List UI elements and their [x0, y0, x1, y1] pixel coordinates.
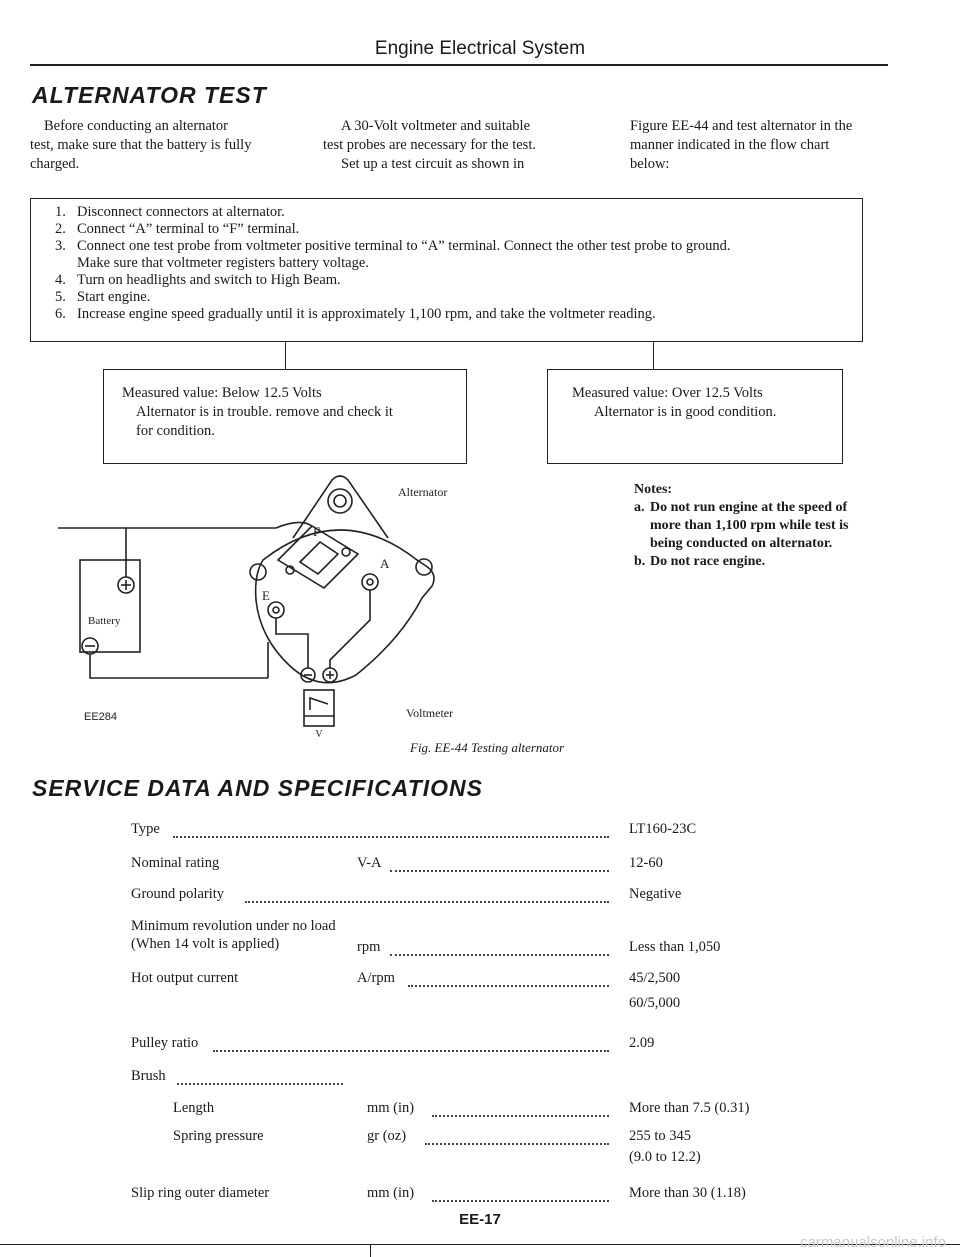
- spec-hot-label: Hot output current: [131, 970, 239, 986]
- step-item: [55, 272, 852, 289]
- step-item: [55, 238, 852, 272]
- flow-connector-right: [653, 342, 654, 369]
- service-data-title: SERVICE DATA AND SPECIFICATIONS: [32, 775, 483, 801]
- intro-col2-line: A 30-Volt voltmeter and suitable: [341, 118, 531, 134]
- spec-pulley-value: 2.09: [629, 1035, 655, 1051]
- header-rule: [30, 64, 888, 66]
- intro-col3-line: below:: [630, 156, 670, 172]
- spec-length-unit: mm (in): [367, 1100, 415, 1116]
- spec-ground-label: Ground polarity: [131, 886, 225, 902]
- step-text: Connect “A” terminal to “F” terminal.: [77, 221, 300, 237]
- spec-slip-unit: mm (in): [367, 1185, 415, 1201]
- a-terminal-center: [367, 579, 373, 585]
- step-number: 5.: [55, 289, 66, 305]
- note-a-label: a.: [634, 500, 645, 515]
- result-below-line: Measured value: Below 12.5 Volts: [122, 385, 322, 401]
- step-text: Increase engine speed gradually until it is approximately 1,100 rpm, and take the voltmeter reading.: [77, 306, 656, 322]
- spec-length-value: More than 7.5 (0.31): [629, 1100, 750, 1116]
- intro-column-3: [630, 117, 910, 174]
- alternator-label: Alternator: [398, 485, 448, 499]
- terminal-f-label: F: [313, 524, 321, 539]
- footer-tick: [370, 1244, 371, 1257]
- intro-col1-line: test, make sure that the battery is fully: [30, 137, 252, 153]
- step-number: 2.: [55, 221, 66, 237]
- flowchart-steps-box: [30, 198, 863, 342]
- e-terminal-center: [273, 607, 279, 613]
- watermark: carmanualsonline.info: [800, 1234, 946, 1251]
- spec-spring-unit: gr (oz): [367, 1128, 407, 1144]
- spec-minrev-label-2: (When 14 volt is applied): [131, 936, 280, 952]
- step-number: 3.: [55, 238, 66, 254]
- spec-minrev-value: Less than 1,050: [629, 939, 721, 955]
- result-box-over: [547, 369, 843, 464]
- note-b-label: b.: [634, 554, 646, 569]
- note-a-line: Do not run engine at the speed of: [650, 500, 848, 515]
- step-text: Connect one test probe from voltmeter positive terminal to “A” terminal. Connect the other test probe to ground.: [77, 238, 731, 254]
- spec-nominal-label: Nominal rating: [131, 855, 220, 871]
- wiring-diagram: [40, 470, 620, 745]
- step-item: [55, 221, 852, 238]
- step-number: 4.: [55, 272, 66, 288]
- alternator-mount-bolt: [334, 495, 346, 507]
- notes-title: Notes:: [634, 482, 673, 497]
- result-over-line: Alternator is in good condition.: [594, 404, 777, 420]
- spec-nominal-value: 12-60: [629, 855, 663, 871]
- spec-slip-label: Slip ring outer diameter: [131, 1185, 270, 1201]
- spec-ground-value: Negative: [629, 886, 682, 902]
- alternator-test-title: ALTERNATOR TEST: [32, 82, 267, 108]
- spec-type-label: Type: [131, 821, 160, 837]
- voltmeter-unit-label: V: [315, 729, 323, 740]
- intro-col2-line: test probes are necessary for the test.: [323, 137, 536, 153]
- spec-brush-leader: [177, 1083, 343, 1085]
- terminal-a-label: A: [380, 556, 390, 571]
- connector-pin-right: [342, 548, 350, 556]
- connector-bridge: [300, 542, 338, 574]
- spec-spring-label: Spring pressure: [173, 1128, 264, 1144]
- step-text: Disconnect connectors at alternator.: [77, 204, 285, 220]
- spec-minrev-unit: rpm: [357, 939, 381, 955]
- wire-ground: [276, 618, 308, 668]
- wire-battery-negative: [90, 654, 268, 678]
- step-text-group: [77, 238, 852, 272]
- page-number: EE-17: [459, 1211, 501, 1228]
- note-a-line: being conducted on alternator.: [650, 536, 833, 551]
- note-a: [634, 499, 914, 553]
- voltmeter-label: Voltmeter: [406, 706, 454, 720]
- spec-type-value: LT160-23C: [629, 821, 697, 837]
- note-a-text: [650, 499, 848, 553]
- step-number: 6.: [55, 306, 66, 322]
- spec-nominal-unit: V-A: [357, 855, 382, 871]
- result-below-line: for condition.: [136, 423, 215, 439]
- intro-col2-line: Set up a test circuit as shown in: [341, 156, 525, 172]
- spec-hot-leader: [408, 985, 609, 987]
- note-a-line: more than 1,100 rpm while test is: [650, 518, 849, 533]
- figure-code: EE284: [84, 711, 118, 723]
- spec-hot-value: 45/2,500: [629, 970, 681, 986]
- result-box-below: [103, 369, 467, 464]
- intro-column-2: [323, 117, 613, 174]
- note-b-text: Do not race engine.: [650, 554, 766, 569]
- intro-col1-line: Before conducting an alternator: [44, 118, 228, 134]
- notes-block: [634, 481, 914, 571]
- page-header: Engine Electrical System: [374, 38, 586, 59]
- step-item: [55, 289, 852, 306]
- figure-caption: Fig. EE-44 Testing alternator: [410, 740, 565, 755]
- wire-a-terminal: [330, 590, 370, 668]
- step-text: Make sure that voltmeter registers battery voltage.: [77, 255, 369, 271]
- spec-hot-value-2: 60/5,000: [629, 995, 681, 1011]
- spec-pulley-leader: [213, 1050, 609, 1052]
- result-over-line: Measured value: Over 12.5 Volts: [572, 385, 763, 401]
- intro-col3-line: manner indicated in the flow chart: [630, 137, 830, 153]
- spec-length-leader: [432, 1115, 609, 1117]
- step-text: Start engine.: [77, 289, 151, 305]
- spec-nominal-leader: [390, 870, 609, 872]
- spec-ground-leader: [245, 901, 609, 903]
- spec-spring-leader: [425, 1143, 609, 1145]
- spec-minrev-leader: [390, 954, 609, 956]
- step-text: Turn on headlights and switch to High Beam.: [77, 272, 341, 288]
- intro-column-1: [30, 117, 310, 174]
- spec-minrev-label: Minimum revolution under no load: [131, 918, 336, 934]
- wire-battery-positive: [126, 522, 312, 577]
- step-item: [55, 306, 852, 323]
- e-terminal: [268, 602, 284, 618]
- a-terminal: [362, 574, 378, 590]
- spec-slip-leader: [432, 1200, 609, 1202]
- spec-length-label: Length: [173, 1100, 215, 1116]
- spec-type-leader: [173, 836, 609, 838]
- spec-pulley-label: Pulley ratio: [131, 1035, 199, 1051]
- intro-col3-line: Figure EE-44 and test alternator in the: [630, 118, 853, 134]
- result-below-line: Alternator is in trouble. remove and check it: [136, 404, 393, 420]
- alternator-mount-hole: [328, 489, 352, 513]
- spec-brush-label: Brush: [131, 1068, 166, 1084]
- spec-spring-value: 255 to 345: [629, 1128, 692, 1144]
- voltmeter-box: [304, 690, 334, 726]
- alternator-right-ear: [416, 559, 432, 575]
- intro-col1-line: charged.: [30, 156, 80, 172]
- spec-hot-unit: A/rpm: [357, 970, 395, 986]
- flow-connector-left: [285, 342, 286, 369]
- voltmeter-needle: [310, 698, 328, 710]
- terminal-e-label: E: [262, 588, 270, 603]
- battery-label: Battery: [88, 615, 121, 627]
- step-item: [55, 204, 852, 221]
- note-b: [634, 553, 914, 571]
- step-number: 1.: [55, 204, 66, 220]
- spec-slip-value: More than 30 (1.18): [629, 1185, 746, 1201]
- spec-spring-value-2: (9.0 to 12.2): [629, 1149, 701, 1165]
